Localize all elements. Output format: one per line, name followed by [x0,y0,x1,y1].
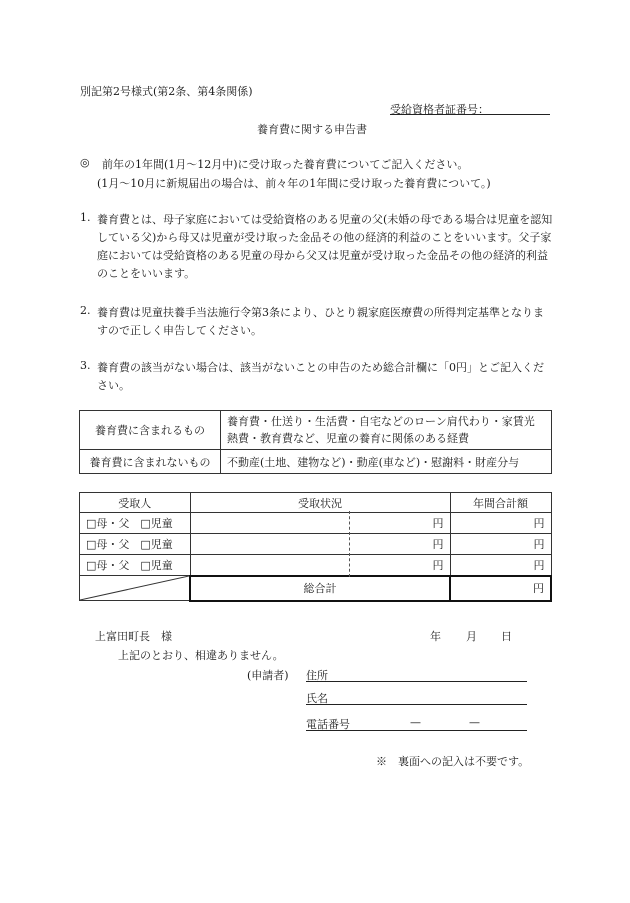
status-cell[interactable] [190,555,450,576]
note-number: 1. [80,211,91,224]
phone-label: 電話番号 [306,718,350,731]
excluded-label: 養育費に含まれないもの [80,450,221,474]
definition-table [79,410,552,474]
total-amount-cell[interactable]: 円 [450,576,551,601]
name-label: 氏名 [306,692,328,705]
recipient-checkboxes[interactable]: □母・父 □児童 [80,513,191,534]
status-cell[interactable] [190,534,450,555]
addressee: 上富田町長 様 [95,630,172,643]
note-number: 3. [80,359,91,372]
note-text: 養育費とは、母子家庭においては受給資格のある児童の父(未婚の母である場合は児童を認知している父)から母又は児童が受け取った金品その他の経済的利益のことをいいます。父子家庭においては受給資格のある児童の母から父又は児童が受け取った金品その他の経済的利益のことをいいます。 [97,213,553,280]
recipient-checkboxes[interactable]: □母・父 □児童 [80,555,191,576]
total-diagonal-cell [80,576,191,601]
table-row [80,534,552,555]
recipient-checkboxes[interactable]: □母・父 □児童 [80,534,191,555]
name-field[interactable] [306,704,527,705]
status-yen-unit: 円 [432,538,444,551]
included-label: 養育費に含まれるもの [80,411,221,450]
status-yen-unit: 円 [432,558,444,572]
included-description: 養育費・仕送り・生活費・自宅などのローン肩代わり・家賃光熱費・教育費など、児童の養育に関係のある経費 [221,411,552,450]
diagonal-line [80,576,189,600]
phone-field[interactable] [306,730,527,731]
document-title: 養育費に関する申告書 [257,123,367,136]
status-yen-unit: 円 [432,517,444,530]
excluded-description: 不動産(土地、建物など)・動産(車など)・慰謝料・財産分与 [221,450,552,474]
table-row [80,555,552,576]
header-annual-total: 年間合計額 [450,493,551,513]
phone-separator: — [410,716,421,729]
header-status: 受取状況 [190,493,450,513]
phone-separator: — [469,716,480,729]
form-id: 別記第2号様式(第2条、第4条関係) [80,85,253,98]
intro-line-1: 前年の1年間(1月～12月中)に受け取った養育費についてご記入ください。 [102,158,469,171]
applicant-label: (申請者) [247,669,289,682]
confirmation-text: 上記のとおり、相違ありません。 [118,649,284,662]
table-row [80,513,552,534]
date-month: 月 [466,630,477,643]
note-text: 養育費の該当がない場合は、該当がないことの申告のため総合計欄に「0円」とご記入ください。 [97,361,544,392]
note-text: 養育費は児童扶養手当法施行令第3条により、ひとり親家庭医療費の所得判定基準となりますので正しく申告してください。 [97,306,544,337]
intro-line-2: (1月～10月に新規届出の場合は、前々年の1年間に受け取った養育費について。) [97,177,491,190]
annual-amount-cell[interactable]: 円 [450,513,551,534]
date-year: 年 [430,630,441,643]
annual-amount-cell[interactable]: 円 [450,555,551,576]
intro-mark: ◎ [80,156,90,169]
address-field[interactable] [306,681,527,682]
total-label: 総合計 [190,576,450,601]
header-recipient: 受取人 [80,493,191,513]
address-label: 住所 [306,669,328,682]
receipt-table [79,492,552,602]
date-day: 日 [501,630,512,643]
certificate-number-label: 受給資格者証番号： [390,103,489,116]
status-cell[interactable] [190,513,450,534]
footer-note: ※ 裏面への記入は不要です。 [376,755,530,768]
certificate-number-line [390,114,550,115]
annual-amount-cell[interactable]: 円 [450,534,551,555]
note-number: 2. [80,304,91,317]
dashed-divider [349,553,350,577]
